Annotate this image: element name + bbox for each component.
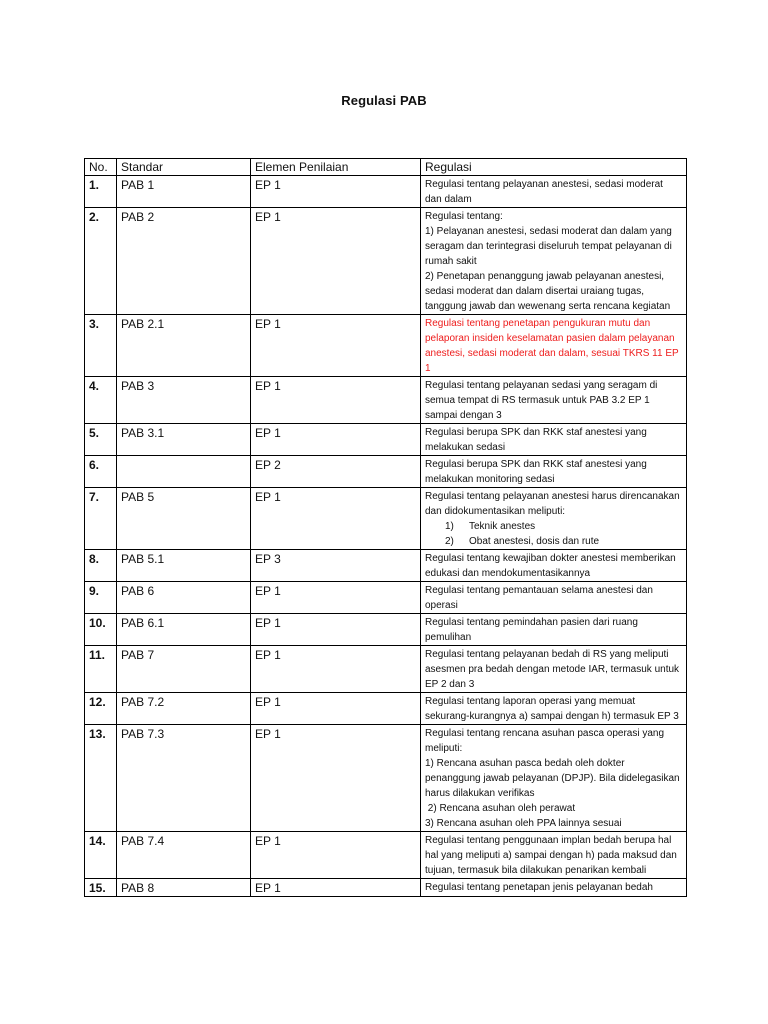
list-item — [425, 519, 682, 534]
table-row — [85, 879, 687, 897]
regulasi-line: Regulasi tentang: — [425, 211, 503, 222]
row-regulasi — [421, 582, 687, 614]
row-standar: PAB 7.3 — [117, 725, 251, 832]
row-elemen: EP 2 — [251, 456, 421, 488]
row-number: 11. — [85, 646, 117, 693]
row-elemen: EP 1 — [251, 879, 421, 897]
row-elemen: EP 1 — [251, 377, 421, 424]
row-regulasi — [421, 646, 687, 693]
table-row — [85, 582, 687, 614]
table-row — [85, 725, 687, 832]
table-row — [85, 832, 687, 879]
row-standar: PAB 3 — [117, 377, 251, 424]
row-elemen: EP 1 — [251, 832, 421, 879]
regulasi-highlight-text: Regulasi tentang penetapan pengukuran mutu dan pelaporan insiden keselamatan pasien dalam pelayanan anestesi, sedasi moderat dan dalam, sesuai TKRS 11 EP 1 — [425, 318, 679, 374]
row-standar: PAB 1 — [117, 176, 251, 208]
row-regulasi — [421, 879, 687, 897]
regulasi-line: Regulasi tentang pelayanan anestesi, sedasi moderat dan dalam — [425, 179, 663, 205]
regulasi-line: Regulasi tentang pelayanan sedasi yang seragam di semua tempat di RS termasuk untuk PAB 3.2 EP 1 sampai dengan 3 — [425, 380, 658, 421]
regulasi-line: 2) Penetapan penanggung jawab pelayanan anestesi, sedasi moderat dan dalam disertai uraiang tugas, tanggung jawab dan wewenang serta rencana kegiatan — [425, 271, 671, 312]
regulasi-line: Regulasi berupa SPK dan RKK staf anestesi yang melakukan monitoring sedasi — [425, 459, 647, 485]
table-row — [85, 208, 687, 315]
row-regulasi — [421, 693, 687, 725]
row-number: 6. — [85, 456, 117, 488]
row-elemen: EP 1 — [251, 582, 421, 614]
row-elemen: EP 1 — [251, 693, 421, 725]
row-elemen: EP 1 — [251, 315, 421, 377]
table-row — [85, 614, 687, 646]
table-row — [85, 550, 687, 582]
row-standar: PAB 7 — [117, 646, 251, 693]
row-number: 10. — [85, 614, 117, 646]
regulasi-line: Regulasi tentang pemantauan selama anestesi dan operasi — [425, 585, 653, 611]
row-regulasi — [421, 550, 687, 582]
regulasi-line: Regulasi tentang penetapan jenis pelayanan bedah — [425, 882, 653, 893]
table-row — [85, 176, 687, 208]
row-number: 15. — [85, 879, 117, 897]
row-number: 9. — [85, 582, 117, 614]
row-elemen: EP 1 — [251, 646, 421, 693]
regulasi-line: 1) Pelayanan anestesi, sedasi moderat dan dalam yang seragam dan terintegrasi diseluruh tempat pelayanan di rumah sakit — [425, 226, 672, 267]
list-item-number: 2) — [445, 536, 454, 547]
row-regulasi — [421, 488, 687, 550]
row-elemen: EP 1 — [251, 424, 421, 456]
row-elemen: EP 3 — [251, 550, 421, 582]
row-standar — [117, 456, 251, 488]
row-regulasi — [421, 456, 687, 488]
regulasi-line: Regulasi tentang rencana asuhan pasca operasi yang meliputi: — [425, 728, 665, 754]
table-body — [85, 176, 687, 897]
row-regulasi — [421, 176, 687, 208]
regulasi-line: Regulasi tentang kewajiban dokter anestesi memberikan edukasi dan mendokumentasikannya — [425, 553, 676, 579]
regulasi-line: 2) Rencana asuhan oleh perawat — [425, 803, 576, 814]
regulasi-line: Regulasi tentang penggunaan implan bedah berupa hal hal yang meliputi a) sampai dengan h) pada maksud dan tujuan, termasuk bila dilakukan penarikan kembali — [425, 835, 677, 876]
table-header-row — [85, 159, 687, 176]
row-regulasi — [421, 315, 687, 377]
row-number: 1. — [85, 176, 117, 208]
row-elemen: EP 1 — [251, 176, 421, 208]
table-row — [85, 693, 687, 725]
row-number: 8. — [85, 550, 117, 582]
row-regulasi — [421, 424, 687, 456]
list-item — [425, 534, 682, 549]
regulasi-line: 1) Rencana asuhan pasca bedah oleh dokter penanggung jawab pelayanan (DPJP). Bila didelegasikan harus dilakukan verifikas — [425, 758, 680, 799]
row-number: 12. — [85, 693, 117, 725]
table-row — [85, 315, 687, 377]
row-standar: PAB 7.2 — [117, 693, 251, 725]
table-row — [85, 377, 687, 424]
row-regulasi — [421, 614, 687, 646]
row-elemen: EP 1 — [251, 208, 421, 315]
row-number: 3. — [85, 315, 117, 377]
regulasi-line: Regulasi tentang pelayanan anestesi harus direncanakan dan didokumentasikan meliputi: — [425, 491, 680, 517]
row-elemen: EP 1 — [251, 725, 421, 832]
regulasi-line: Regulasi tentang laporan operasi yang memuat sekurang-kurangnya a) sampai dengan h) termasuk EP 3 — [425, 696, 679, 722]
row-regulasi — [421, 208, 687, 315]
regulasi-line: Regulasi berupa SPK dan RKK staf anestesi yang melakukan sedasi — [425, 427, 647, 453]
row-standar: PAB 7.4 — [117, 832, 251, 879]
row-regulasi — [421, 377, 687, 424]
row-standar: PAB 5 — [117, 488, 251, 550]
regulasi-line: Regulasi tentang pemindahan pasien dari ruang pemulihan — [425, 617, 638, 643]
table-row — [85, 646, 687, 693]
row-standar: PAB 8 — [117, 879, 251, 897]
row-number: 4. — [85, 377, 117, 424]
row-standar: PAB 6.1 — [117, 614, 251, 646]
table-row — [85, 456, 687, 488]
row-number: 2. — [85, 208, 117, 315]
row-standar: PAB 2.1 — [117, 315, 251, 377]
list-item-number: 1) — [445, 521, 454, 532]
regulation-table — [84, 158, 687, 897]
row-number: 5. — [85, 424, 117, 456]
header-no: No. — [85, 159, 117, 176]
row-regulasi — [421, 832, 687, 879]
row-standar: PAB 6 — [117, 582, 251, 614]
document-title: Regulasi PAB — [341, 93, 427, 108]
regulasi-line: Regulasi tentang pelayanan bedah di RS yang meliputi asesmen pra bedah dengan metode IAR, termasuk untuk EP 2 dan 3 — [425, 649, 680, 690]
list-item-text: Obat anestesi, dosis dan rute — [469, 536, 600, 547]
table-row — [85, 424, 687, 456]
header-standar: Standar — [117, 159, 251, 176]
row-standar: PAB 2 — [117, 208, 251, 315]
list-item-text: Teknik anestes — [469, 521, 536, 532]
regulasi-line: 3) Rencana asuhan oleh PPA lainnya sesuai — [425, 818, 622, 829]
row-elemen: EP 1 — [251, 488, 421, 550]
row-number: 7. — [85, 488, 117, 550]
row-number: 14. — [85, 832, 117, 879]
table-row — [85, 488, 687, 550]
header-regulasi: Regulasi — [421, 159, 687, 176]
row-elemen: EP 1 — [251, 614, 421, 646]
row-number: 13. — [85, 725, 117, 832]
row-regulasi — [421, 725, 687, 832]
header-elemen-penilaian: Elemen Penilaian — [251, 159, 421, 176]
row-standar: PAB 5.1 — [117, 550, 251, 582]
row-standar: PAB 3.1 — [117, 424, 251, 456]
